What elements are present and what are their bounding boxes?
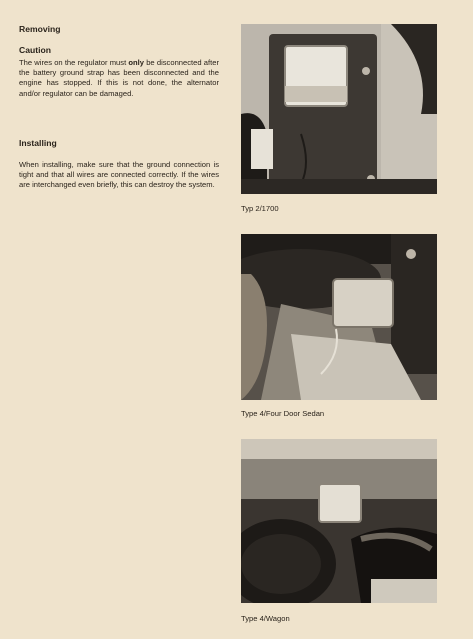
caption-type4-wagon: Type 4/Wagon <box>241 614 290 623</box>
installing-paragraph: When installing, make sure that the ground connection is tight and that all wires are connected correctly. If the wires are interchanged even briefly, this can destroy the system. <box>19 160 219 190</box>
caution-heading: Caution <box>19 45 51 55</box>
caution-text-after: be disconnected after the battery ground strap has been disconnected and the engine has stopped. If this is not done, the alternator and/or regulator can be damaged. <box>19 58 219 98</box>
photo-typ2-regulator <box>241 24 437 194</box>
caution-paragraph <box>19 58 219 99</box>
caption-typ2-1700: Typ 2/1700 <box>241 204 279 213</box>
removing-section <box>19 24 219 99</box>
photo-type4-wagon <box>241 439 437 603</box>
installing-section <box>19 138 219 191</box>
installing-heading: Installing <box>19 138 57 148</box>
removing-heading: Removing <box>19 24 61 34</box>
photo-type4-sedan <box>241 234 437 400</box>
caution-emphasis: only <box>128 58 145 67</box>
caution-text-before: The wires on the regulator must <box>19 58 129 67</box>
caption-type4-four-door-sedan: Type 4/Four Door Sedan <box>241 409 325 418</box>
